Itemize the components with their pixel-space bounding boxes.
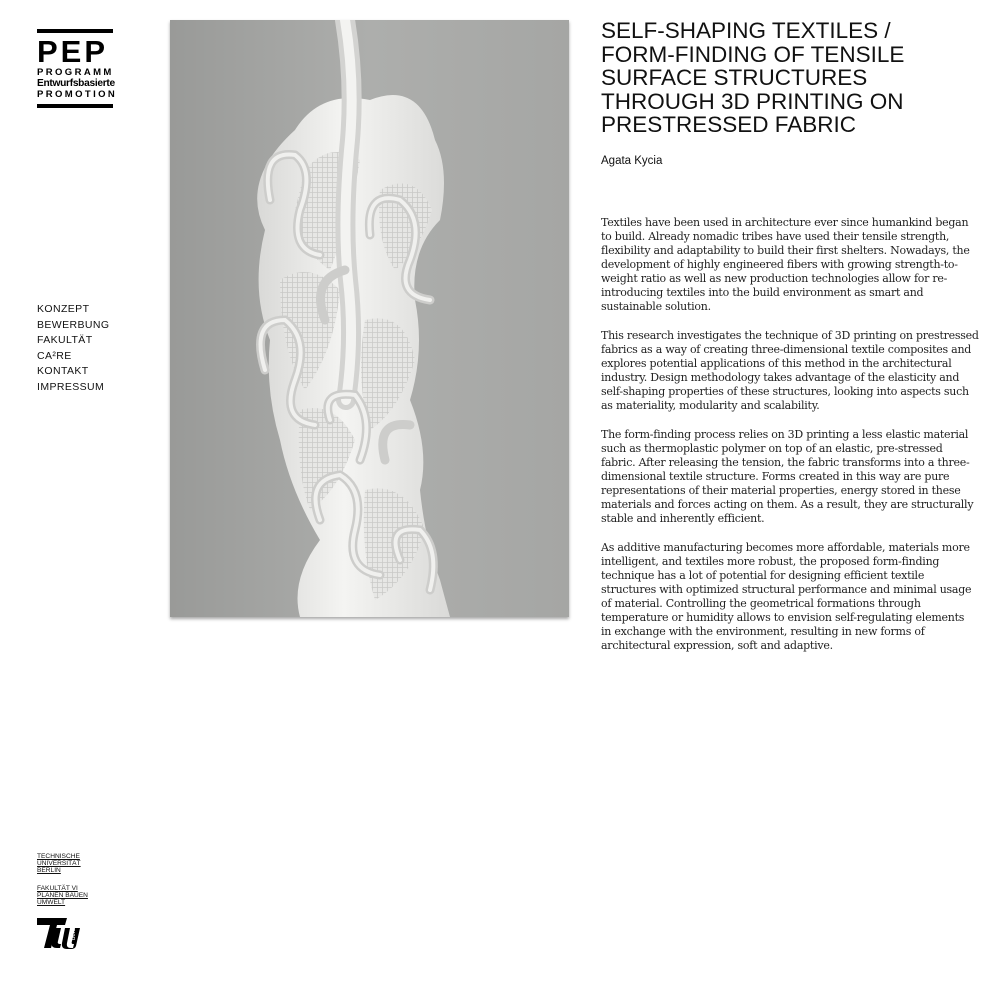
nav-item-konzept[interactable]: KONZEPT	[37, 303, 90, 315]
nav-item-impressum[interactable]: IMPRESSUM	[37, 380, 105, 393]
tu-berlin-block[interactable]	[37, 853, 97, 950]
nav-item-fakultaet[interactable]: FAKULTÄT	[37, 334, 93, 346]
logo-rule-bottom	[37, 104, 113, 108]
article-title	[601, 19, 991, 137]
text-line: development of highly engineered fibers with growing strength-to-	[601, 258, 958, 271]
tu-faculty-line-1: FAKULTÄT VI	[37, 885, 78, 892]
text-line: materials and forces acting on them. As a result, they are structurally	[601, 498, 974, 511]
text-line: of material. Controlling the geometrical formations through	[601, 597, 921, 610]
text-line: introducing textiles into the build environment as smart and	[601, 286, 924, 299]
paragraph-2	[601, 329, 979, 413]
paragraph-3	[601, 428, 974, 526]
title-line: SURFACE STRUCTURES	[601, 65, 868, 90]
logo-rule-top	[37, 29, 113, 33]
title-line: PRESTRESSED FABRIC	[601, 112, 857, 137]
text-line: dimensional textile structure. Forms created in this way are pure	[601, 470, 950, 483]
tu-university-line-2: UNIVERSITÄT	[37, 860, 81, 867]
text-line: such as thermoplastic polymer on top of an elastic, pre-stressed	[601, 442, 943, 455]
text-line: structures with optimized structural performance and minimal usage	[601, 583, 972, 596]
text-line: to build. Already nomadic tribes have used their tensile strength,	[601, 230, 950, 243]
tu-berlin-logo-icon	[37, 916, 81, 950]
paragraph-1	[601, 216, 971, 314]
text-line: explores potential applications of this method in the architectural	[601, 357, 952, 370]
text-line: fabrics as a way of creating three-dimensional textile composites and	[601, 343, 972, 356]
nav-item-bewerbung[interactable]: BEWERBUNG	[37, 318, 110, 331]
tu-university-line-3: BERLIN	[37, 867, 61, 874]
title-line: THROUGH 3D PRINTING ON	[601, 88, 904, 114]
nav-item-kontakt[interactable]: KONTAKT	[37, 365, 89, 377]
text-line: temperature or humidity allows to envision self-regulating elements	[601, 611, 965, 624]
text-line: self-shaping properties of these structures, looking into aspects such	[601, 385, 969, 398]
text-line: industry. Design methodology takes advantage of the elasticity and	[601, 371, 960, 384]
main-nav	[37, 302, 109, 395]
tu-faculty-line-2: PLANEN BAUEN	[37, 892, 88, 899]
text-line: as materiality, modularity and scalability.	[601, 399, 820, 412]
text-line: representations of their material properties, energy stored in these	[601, 484, 961, 497]
text-line: technique has a lot of potential for designing efficient textile	[601, 569, 925, 582]
text-line: The form-finding process relies on 3D printing a less elastic material	[601, 428, 969, 441]
tu-university-line-1: TECHNISCHE	[37, 853, 80, 860]
text-line: flexibility and adaptability to build their first shelters. Nowadays, the	[601, 244, 970, 257]
tu-faculty-line-3: UMWELT	[37, 899, 66, 906]
text-line: intelligent, and textiles more robust, the proposed form-finding	[601, 555, 940, 568]
pep-logo[interactable]	[37, 29, 118, 108]
text-line: This research investigates the technique of 3D printing on prestressed	[601, 329, 979, 342]
logo-line-programm: PROGRAMM	[37, 67, 114, 78]
text-line: sustainable solution.	[601, 300, 711, 313]
textile-sculpture-illustration	[170, 20, 569, 617]
nav-item-ca2re[interactable]: CA²RE	[37, 349, 72, 362]
logo-line-promotion: PROMOTION	[37, 89, 118, 100]
text-line: fabric. After releasing the tension, the fabric transforms into a three-	[601, 456, 970, 469]
article-author: Agata Kycia	[601, 155, 663, 167]
logo-mark: PEP	[37, 34, 109, 69]
text-line: Textiles have been used in architecture ever since humankind began	[601, 216, 969, 229]
text-line: in exchange with the environment, resulting in new forms of	[601, 625, 925, 638]
text-line: weight ratio as well as new production technologies allow for re-	[601, 272, 948, 285]
title-line: SELF-SHAPING TEXTILES /	[601, 18, 891, 43]
logo-line-entwurfsbasierte: Entwurfsbasierte	[37, 78, 115, 89]
title-line: FORM-FINDING OF TENSILE	[601, 41, 905, 67]
tu-logo-wordmark: berlin	[71, 925, 77, 940]
text-line: architectural expression, soft and adaptive.	[601, 639, 833, 652]
article-body	[601, 216, 979, 668]
text-line: As additive manufacturing becomes more affordable, materials more	[601, 541, 970, 554]
hero-image	[170, 20, 569, 617]
text-line: stable and inherently efficient.	[601, 512, 765, 525]
paragraph-4	[601, 541, 971, 653]
